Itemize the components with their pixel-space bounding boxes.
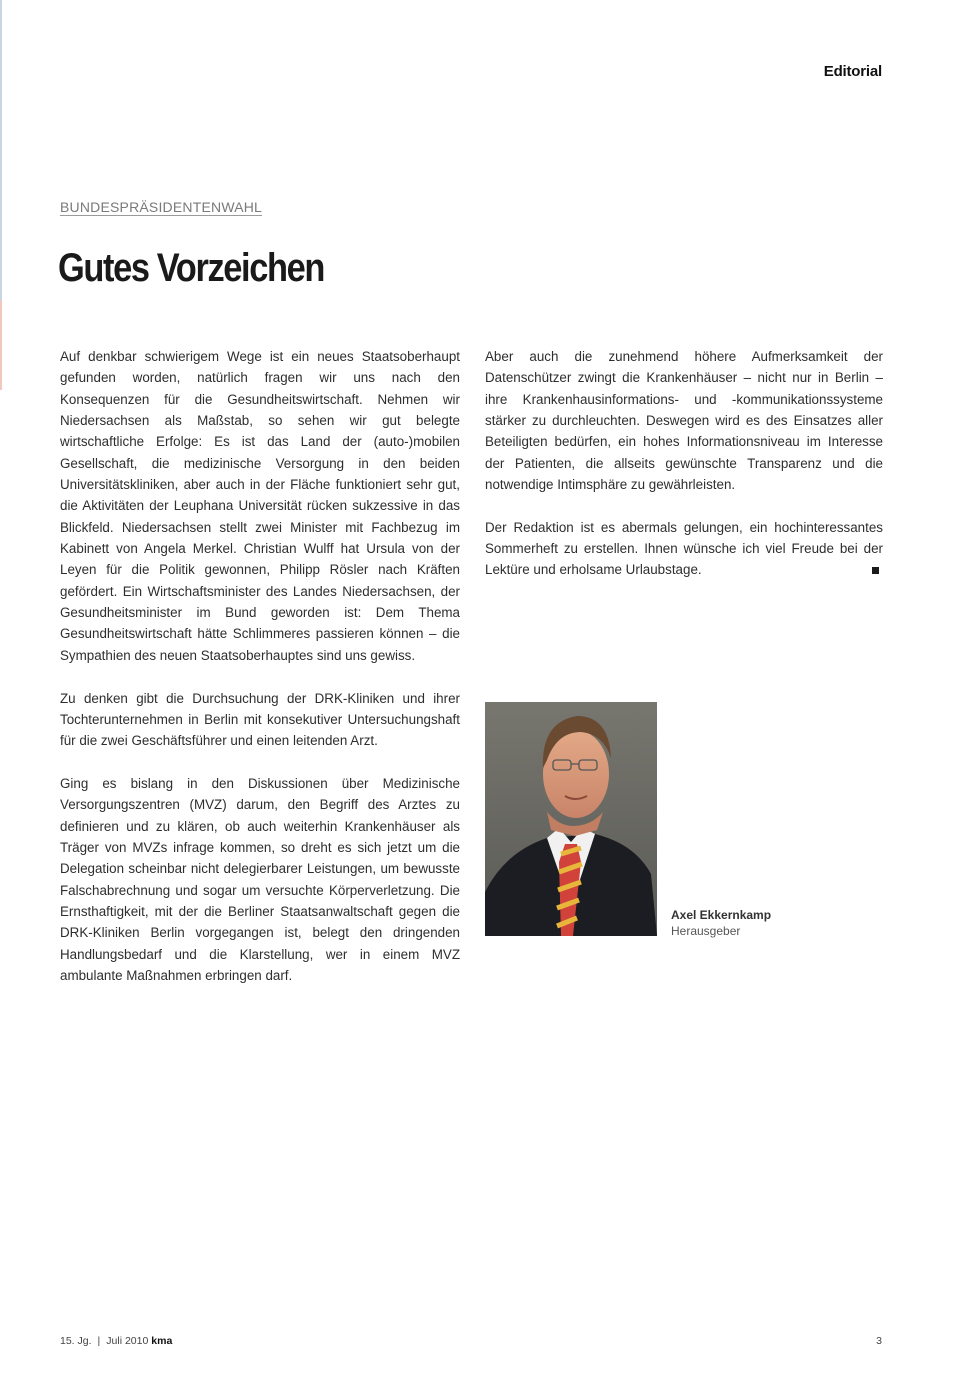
paragraph: Auf denkbar schwierigem Wege ist ein neues Staatsoberhaupt gefunden worden, natürlich fragen wir uns nach den Konsequenzen für die Gesundheitswirtschaft. Nehmen wir Niedersachsen als Maßstab, so sehen wir gut belegte wirtschaftliche Erfolge: Es ist das Land der (auto-)mobilen Gesellschaft, die medizinische Versorgung in den beiden Universitätskliniken, aber auch in der Fläche funktioniert sehr gut, die Aktivitäten der Leuphana Universität rücken sukzessive in das Blickfeld. Niedersachsen stellt zwei Minister mit Fachbezug im Kabinett von Angela Merkel. Christian Wulff hat Ursula von der Leyen für die Politik gewonnen, Philipp Rösler nach Kräften gefördert. Ein Wirtschaftsminister des Landes Niedersachsen, der Gesundheitsminister im Bund geworden ist: Dem Thema Gesundheitswirtschaft hätte Schlimmeres passieren können – die Sympathien des neuen Staatsoberhauptes sind uns gewiss. bbox=[60, 349, 460, 663]
section-label: Editorial bbox=[823, 63, 882, 80]
paragraph: Ging es bislang in den Diskussionen über Medizinische Versorgungszentren (MVZ) darum, den Begriff des Arztes zu definieren und zu klären, ob auch weiterhin Krankenhäuser als Träger von MVZs infrage kommen, so dreht es sich jetzt um die Delegation scheinbar nicht delegierbarer Leistungen, um bewusste Falschabrechnung und sogar um versuchte Körperverletzung. Die Ernsthaftigkeit, mit der die Berliner Staatsanwaltschaft gegen die DRK-Kliniken Berlin vorgegangen ist, belegt den dringenden Handlungsbedarf und die Klarstellung, wer in einem MVZ ambulante Maßnahmen erbringen darf. bbox=[60, 775, 460, 983]
footer-separator: | bbox=[97, 1335, 101, 1347]
page-edge-accent bbox=[0, 300, 2, 390]
article-title: Gutes Vorzeichen bbox=[58, 246, 325, 290]
footer-date: Juli 2010 bbox=[106, 1335, 149, 1347]
author-photo bbox=[485, 702, 657, 936]
author-caption bbox=[671, 908, 771, 938]
footer-brand-logo: kma bbox=[151, 1335, 173, 1347]
author-role: Herausgeber bbox=[671, 924, 741, 938]
article-kicker: BUNDESPRÄSIDENTENWAHL bbox=[60, 199, 263, 215]
footer-issue: 15. Jg. bbox=[60, 1335, 92, 1347]
paragraph: Aber auch die zunehmend höhere Aufmerksamkeit der Datenschützer zwingt die Krankenhäuser – nicht nur in Berlin – ihre Krankenhausinformations- und -kommunikationssysteme stärker zu durchleuchten. Deswegen wird es des Einsatzes aller Beteiligten bedürfen, ein hohes Informationsniveau im Interesse der Patienten, die allseits gewünschte Transparenz und die notwendige Intimsphäre zu gewährleisten. bbox=[485, 349, 883, 493]
paragraph-closing bbox=[485, 517, 883, 581]
page-number: 3 bbox=[876, 1335, 882, 1347]
article-left-column bbox=[60, 346, 460, 1008]
author-name: Axel Ekkernkamp bbox=[671, 908, 772, 922]
author-portrait-image bbox=[485, 702, 657, 936]
footer-issue-info bbox=[60, 1335, 172, 1347]
end-of-article-mark bbox=[872, 567, 879, 574]
paragraph: Zu denken gibt die Durchsuchung der DRK-Kliniken und ihrer Tochterunternehmen in Berlin mit konsekutiver Untersuchungshaft für die zwei Geschäftsführer und einen leitenden Arzt. bbox=[60, 690, 460, 749]
paragraph-closing-text: Der Redaktion ist es abermals gelungen, ein hochinteressantes Sommerheft zu erstellen. Ihnen wünsche ich viel Freude bei der Lektüre und erholsame Urlaubstage. bbox=[485, 519, 883, 578]
article-right-column bbox=[485, 346, 883, 602]
